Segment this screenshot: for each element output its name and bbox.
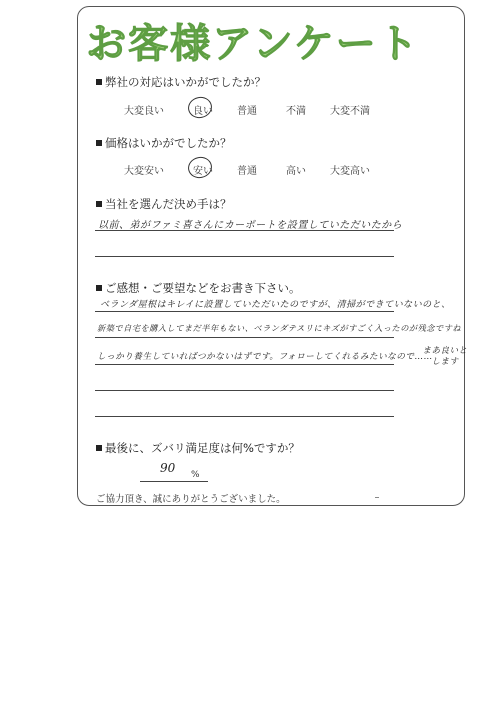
bullet-square-icon — [96, 285, 102, 291]
option-dissatisfied[interactable]: 不満 — [286, 106, 306, 117]
percent-sign: % — [191, 470, 200, 480]
bullet-square-icon — [96, 140, 102, 146]
option-very-good[interactable]: 大変良い — [124, 106, 164, 117]
satisfaction-underline — [140, 481, 208, 482]
question-price-label: 価格はいかがでしたか？ — [105, 136, 232, 150]
satisfaction-value[interactable]: 90 — [160, 461, 176, 475]
answer-deciding-factor[interactable]: 以前、弟がファミ喜さんにカーポートを設置していただいたから — [98, 220, 403, 231]
option-very-expensive[interactable]: 大変高い — [330, 166, 370, 177]
comment-line-2[interactable]: 新築で自宅を購入してまだ半年もない、ベランダテスリにキズがすごく入ったのが残念ですね — [97, 323, 462, 333]
option-cheap[interactable]: 安い — [193, 166, 213, 177]
question-deciding-factor-label: 当社を選んだ決め手は？ — [105, 197, 232, 211]
corner-mark — [375, 497, 379, 498]
answer-line — [95, 256, 394, 257]
survey-title: お客様アンケート — [86, 21, 420, 67]
answer-line — [95, 416, 394, 417]
question-price — [96, 135, 232, 151]
answer-line — [95, 311, 394, 312]
option-very-cheap[interactable]: 大変安い — [124, 166, 164, 177]
question-deciding-factor — [96, 196, 232, 212]
answer-line — [95, 337, 394, 338]
question-comments-label: ご感想・ご要望などをお書き下さい。 — [105, 281, 301, 295]
option-good[interactable]: 良い — [193, 106, 213, 117]
option-expensive[interactable]: 高い — [286, 166, 306, 177]
comment-line-4[interactable]: まあ良いとします — [422, 346, 468, 367]
question-satisfaction — [96, 440, 300, 456]
bullet-square-icon — [96, 445, 102, 451]
bullet-square-icon — [96, 79, 102, 85]
question-service — [96, 74, 266, 90]
comment-line-3[interactable]: しっかり養生していればつかないはずです。フォローしてくれるみたいなので…… — [97, 352, 433, 362]
option-very-dissatisfied[interactable]: 大変不満 — [330, 106, 370, 117]
answer-line — [95, 364, 394, 365]
thank-you-note: ご協力頂き、誠にありがとうございました。 — [96, 494, 286, 505]
option-normal[interactable]: 普通 — [237, 166, 257, 177]
answer-line — [95, 230, 394, 231]
bullet-square-icon — [96, 201, 102, 207]
answer-line — [95, 390, 394, 391]
option-average[interactable]: 普通 — [237, 106, 257, 117]
question-satisfaction-label: 最後に、ズバリ満足度は何%ですか？ — [105, 441, 300, 455]
question-comments — [96, 280, 301, 296]
question-service-label: 弊社の対応はいかがでしたか？ — [105, 75, 266, 89]
comment-line-1[interactable]: ベランダ屋根はキレイに設置していただいたのですが、清掃ができていないのと、 — [100, 300, 451, 310]
